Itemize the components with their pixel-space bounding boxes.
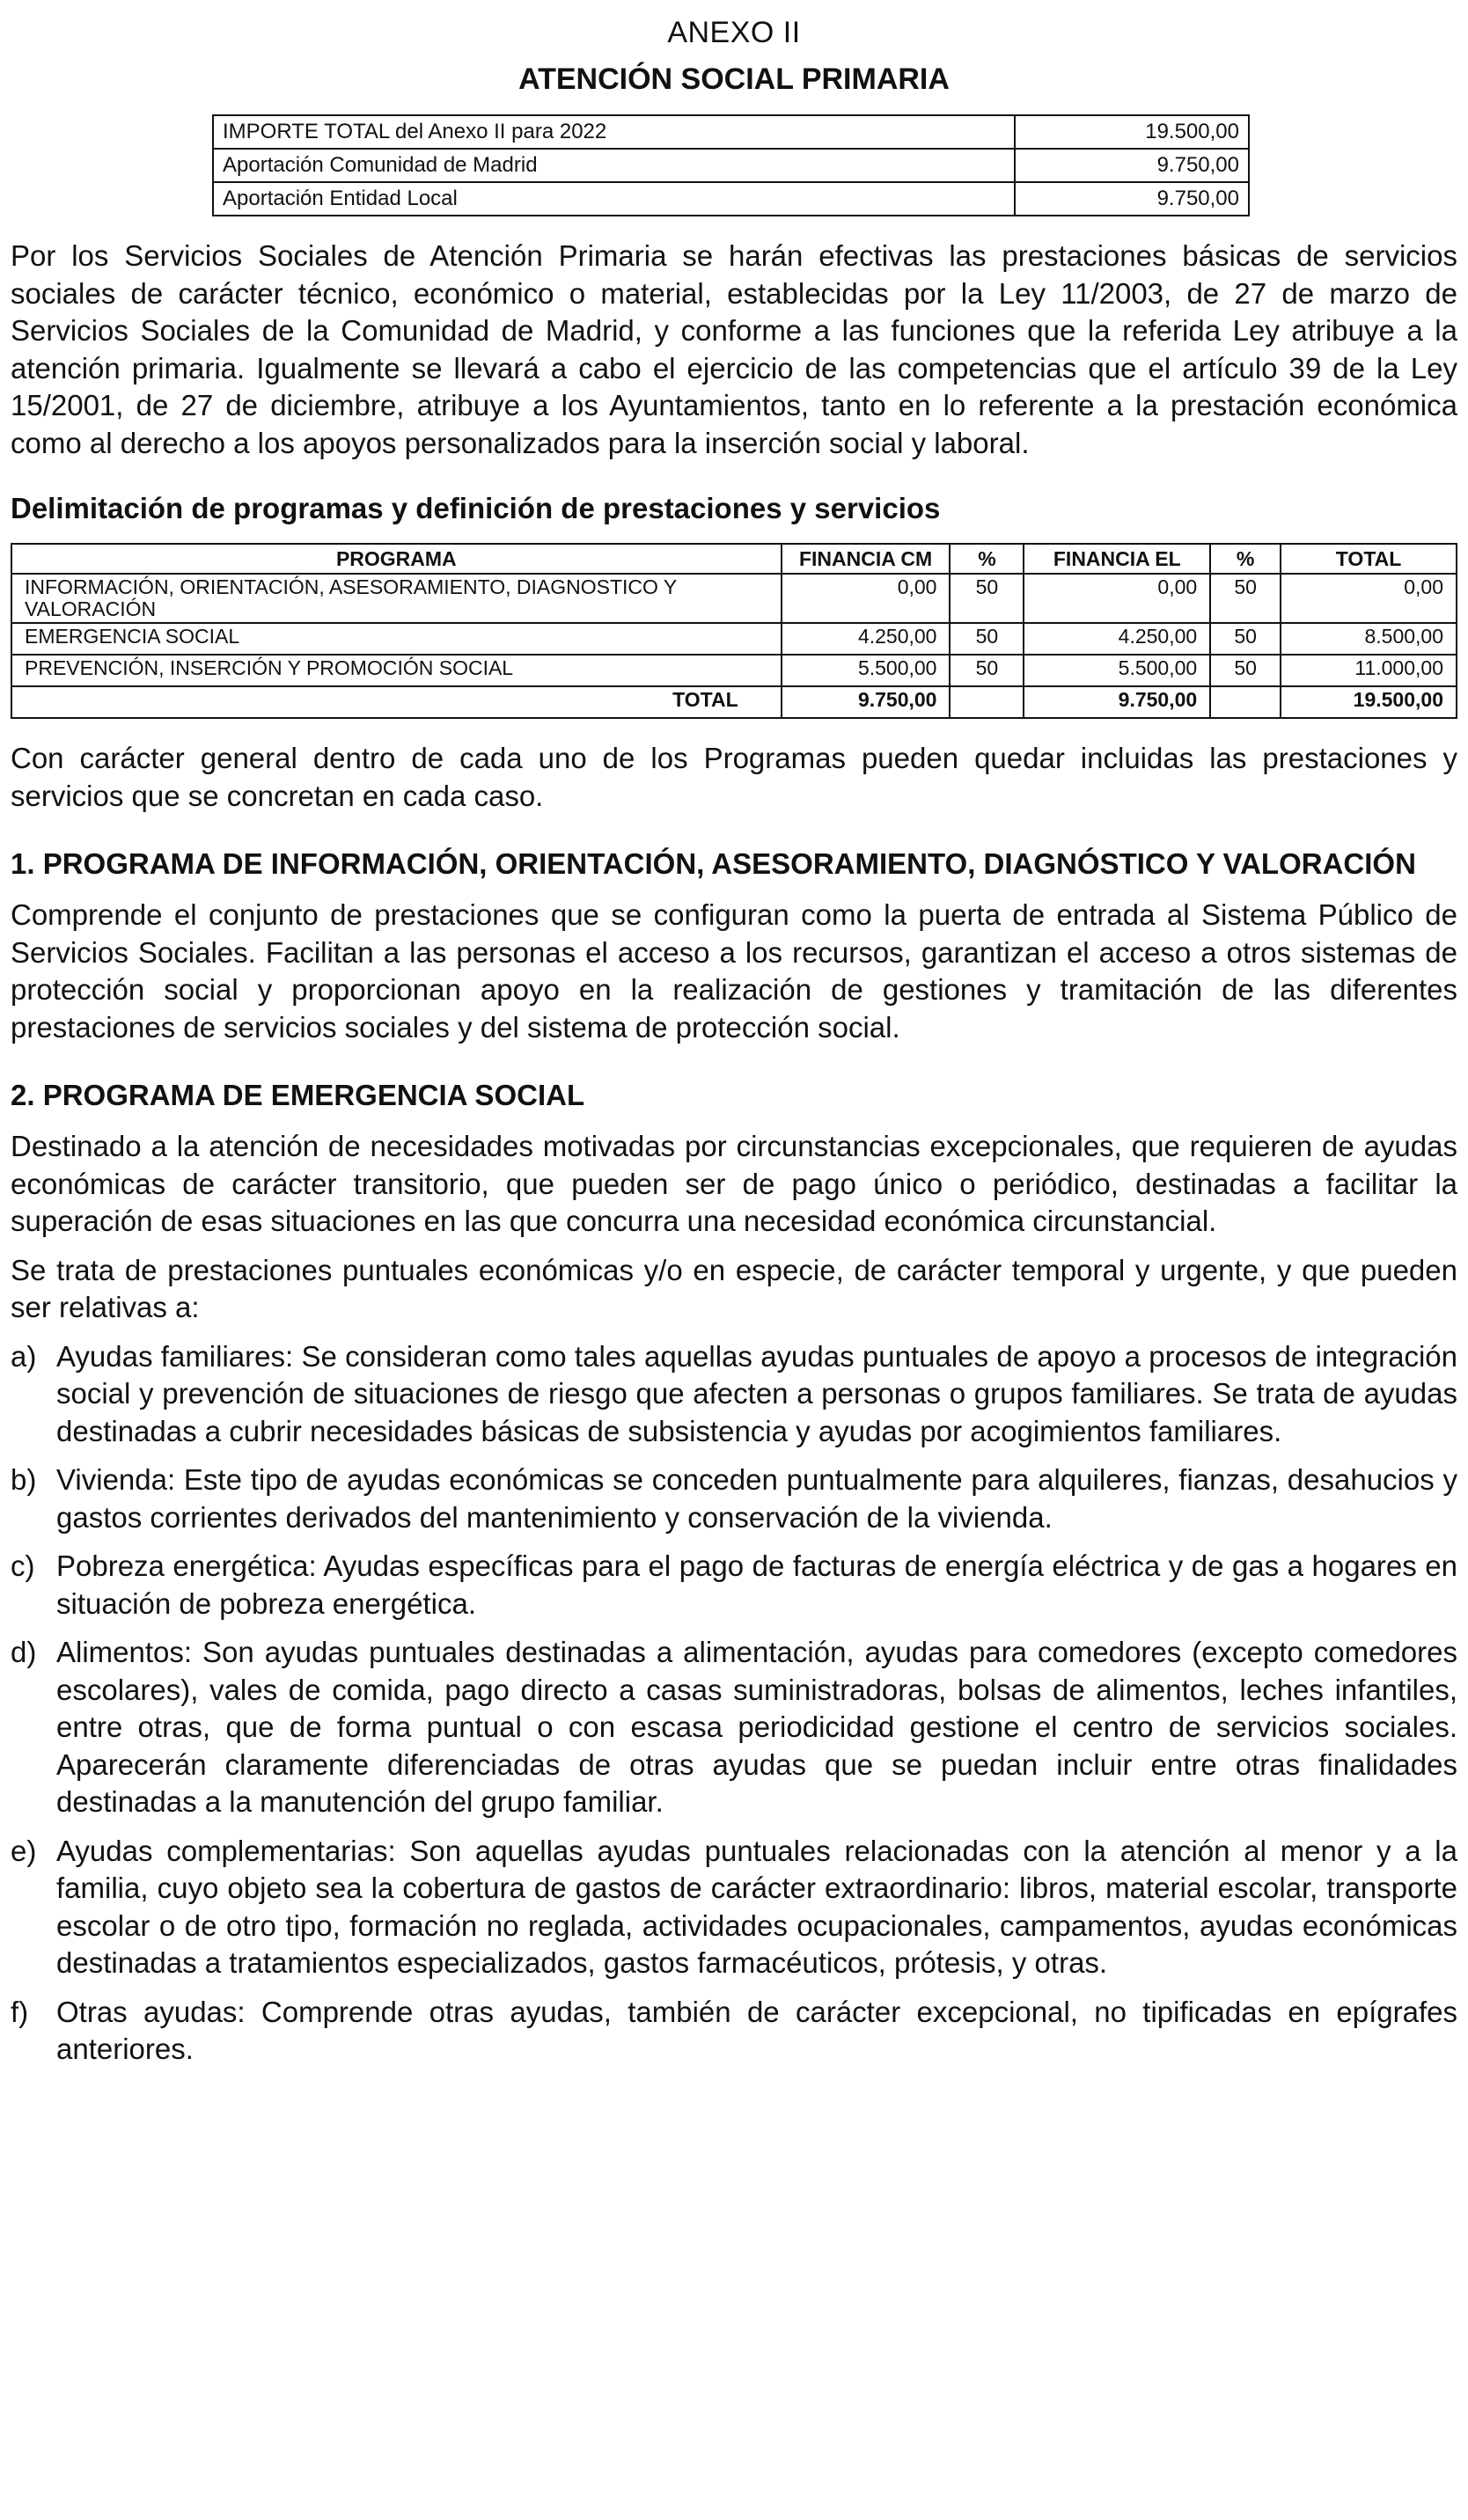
total-pct-el-empty — [1210, 686, 1281, 718]
table-row — [213, 182, 1249, 216]
importe-value: 9.750,00 — [1015, 182, 1249, 216]
financia-cm-cell: 4.250,00 — [782, 623, 951, 655]
list-item — [11, 1634, 1457, 1821]
list-text: Ayudas familiares: Se consideran como tales aquellas ayudas puntuales de apoyo a procesos de integración social y prevención de situaciones de riesgo que afecten a personas o grupos familiares. Se trata de ayudas destinadas a cubrir necesidades básicas de subsistencia y ayudas por acogimientos familiares. — [56, 1339, 1457, 1447]
section-2-intro-list: Se trata de prestaciones puntuales económicas y/o en especie, de carácter temporal y urgente, y que pueden ser relativas a: — [11, 1253, 1457, 1323]
list-marker: a) — [11, 1339, 37, 1373]
intro-paragraph: Por los Servicios Sociales de Atención Primaria se harán efectivas las prestaciones básicas de servicios sociales de carácter técnico, económico o material, establecidas por la Ley 11/2003, de 27 de marzo de Servicios Sociales de la Comunidad de Madrid, y conforme a las funciones que la referida Ley atribuye a la atención primaria. Igualmente se llevará a cabo el ejercicio de las competencias que el artículo 39 de la Ley 15/2001, de 27 de diciembre, atribuye a los Ayuntamientos, tanto en lo referente a la prestación económica como al derecho a los apoyos personalizados para la inserción social y laboral. — [11, 239, 1457, 459]
financia-el-cell: 0,00 — [1024, 574, 1210, 623]
list-item — [11, 1994, 1457, 2069]
column-header: PROGRAMA — [11, 544, 782, 574]
aid-list — [11, 1338, 1457, 2069]
table-header-row — [11, 544, 1457, 574]
importes-table — [212, 114, 1250, 216]
total-total: 19.500,00 — [1281, 686, 1457, 718]
list-marker: b) — [11, 1463, 37, 1496]
column-header: % — [950, 544, 1024, 574]
list-item — [11, 1833, 1457, 1982]
total-cell: 0,00 — [1281, 574, 1457, 623]
importe-label: IMPORTE TOTAL del Anexo II para 2022 — [213, 115, 1015, 149]
list-item — [11, 1338, 1457, 1451]
section-1-heading: 1. PROGRAMA DE INFORMACIÓN, ORIENTACIÓN, ASESORAMIENTO, DIAGNÓSTICO Y VALORACIÓN — [11, 847, 1416, 880]
pct-el-cell: 50 — [1210, 574, 1281, 623]
table-row — [11, 655, 1457, 686]
list-text: Ayudas complementarias: Son aquellas ayudas puntuales relacionadas con la atención al menor y a la familia, cuyo objeto sea la cobertura de gastos de carácter extraordinario: libros, material escolar, transporte escolar o de otro tipo, formación no reglada, actividades ocupacionales, campamentos, ayudas económicas destinadas a tratamientos especializados, gastos farmacéuticos, prótesis, y otras. — [56, 1834, 1457, 1979]
table-total-row — [11, 686, 1457, 718]
importe-label: Aportación Entidad Local — [213, 182, 1015, 216]
total-financia-el: 9.750,00 — [1024, 686, 1210, 718]
column-header: % — [1210, 544, 1281, 574]
total-pct-cm-empty — [950, 686, 1024, 718]
pct-el-cell: 50 — [1210, 623, 1281, 655]
pct-el-cell: 50 — [1210, 655, 1281, 686]
section-2-heading: 2. PROGRAMA DE EMERGENCIA SOCIAL — [11, 1079, 585, 1111]
section-1-paragraph: Comprende el conjunto de prestaciones que se configuran como la puerta de entrada al Sistema Público de Servicios Sociales. Facilitan a las personas el acceso a los recursos, garantizan el acceso a otros sistemas de protección social y proporcionan apoyo en la realización de gestiones y tramitación de las diferentes prestaciones de servicios sociales y del sistema de protección social. — [11, 898, 1457, 1044]
column-header: FINANCIA CM — [782, 544, 951, 574]
list-item — [11, 1548, 1457, 1623]
document-page — [11, 0, 1457, 2069]
section-2-paragraph: Destinado a la atención de necesidades motivadas por circunstancias excepcionales, que requieren de ayudas económicas de carácter transitorio, que pueden ser de pago único o periódico, destinadas a facilitar la superación de esas situaciones en las que concurra una necesidad económica circunstancial. — [11, 1130, 1457, 1237]
importe-value: 19.500,00 — [1015, 115, 1249, 149]
table-row — [11, 574, 1457, 623]
list-marker: d) — [11, 1636, 37, 1668]
list-text: Vivienda: Este tipo de ayudas económicas se conceden puntualmente para alquileres, fianzas, desahucios y gastos corrientes derivados del mantenimiento y conservación de la vivienda. — [56, 1463, 1457, 1534]
column-header: FINANCIA EL — [1024, 544, 1210, 574]
financia-cm-cell: 0,00 — [782, 574, 951, 623]
financia-cm-cell: 5.500,00 — [782, 655, 951, 686]
list-text: Otras ayudas: Comprende otras ayudas, también de carácter excepcional, no tipificadas en epígrafes anteriores. — [56, 1995, 1457, 2065]
list-text: Alimentos: Son ayudas puntuales destinadas a alimentación, ayudas para comedores (excepto comedores escolares), vales de comida, pago directo a casas suministradoras, bolsas de alimentos, leches infantiles, entre otras, que de forma puntual o con escasa periodicidad gestione el centro de servicios sociales. Aparecerán claramente diferenciadas de otras ayudas que se puedan incluir entre otras finalidades destinadas a la manutención del grupo familiar. — [56, 1636, 1457, 1818]
pct-cm-cell: 50 — [950, 574, 1024, 623]
total-cell: 11.000,00 — [1281, 655, 1457, 686]
table-row — [213, 149, 1249, 182]
programs-table — [11, 543, 1457, 719]
column-header: TOTAL — [1281, 544, 1457, 574]
page-title: ATENCIÓN SOCIAL PRIMARIA — [518, 62, 950, 96]
general-paragraph: Con carácter general dentro de cada uno de los Programas pueden quedar incluidas las prestaciones y servicios que se concretan en cada caso. — [11, 742, 1457, 812]
programa-cell: PREVENCIÓN, INSERCIÓN Y PROMOCIÓN SOCIAL — [11, 655, 782, 686]
total-label: TOTAL — [11, 686, 782, 718]
pct-cm-cell: 50 — [950, 623, 1024, 655]
delimitacion-heading: Delimitación de programas y definición de prestaciones y servicios — [11, 492, 941, 524]
list-item — [11, 1461, 1457, 1536]
list-text: Pobreza energética: Ayudas específicas para el pago de facturas de energía eléctrica y de gas a hogares en situación de pobreza energética. — [56, 1549, 1457, 1620]
list-marker: c) — [11, 1549, 35, 1582]
annex-label: ANEXO II — [667, 16, 801, 49]
programa-cell: INFORMACIÓN, ORIENTACIÓN, ASESORAMIENTO, DIAGNOSTICO Y VALORACIÓN — [11, 574, 782, 623]
pct-cm-cell: 50 — [950, 655, 1024, 686]
total-cell: 8.500,00 — [1281, 623, 1457, 655]
list-marker: f) — [11, 1995, 29, 2028]
importe-value: 9.750,00 — [1015, 149, 1249, 182]
programa-cell: EMERGENCIA SOCIAL — [11, 623, 782, 655]
list-marker: e) — [11, 1834, 37, 1867]
total-financia-cm: 9.750,00 — [782, 686, 951, 718]
financia-el-cell: 5.500,00 — [1024, 655, 1210, 686]
importe-label: Aportación Comunidad de Madrid — [213, 149, 1015, 182]
table-row — [213, 115, 1249, 149]
table-row — [11, 623, 1457, 655]
financia-el-cell: 4.250,00 — [1024, 623, 1210, 655]
